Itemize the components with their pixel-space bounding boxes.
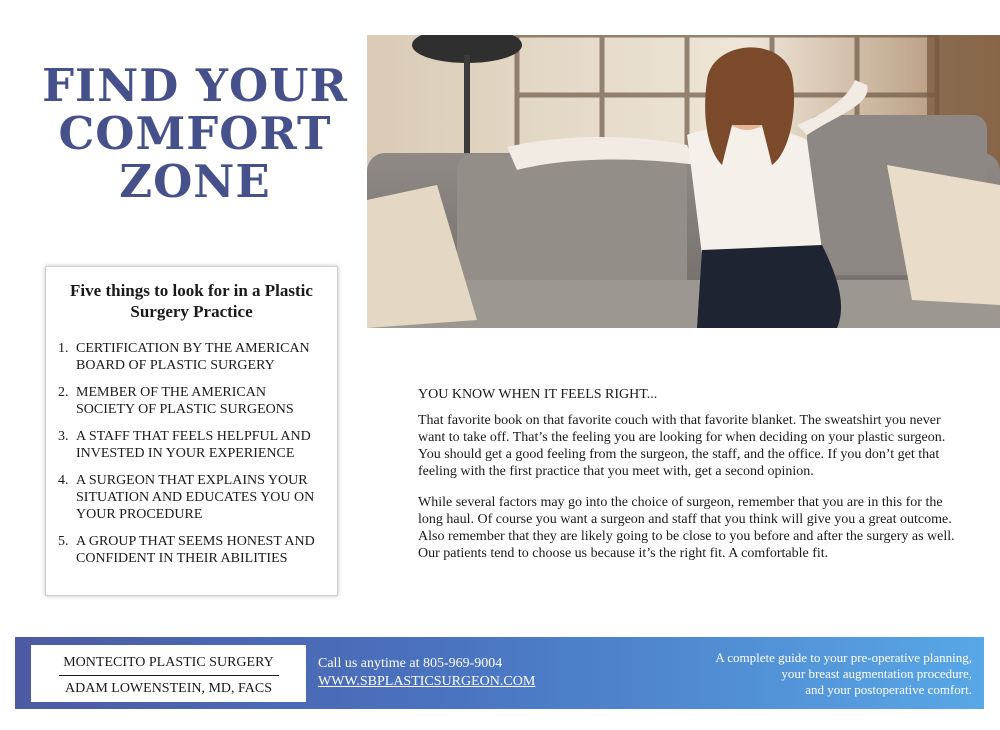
list-item (58, 472, 327, 523)
headline-line-2: COMFORT (58, 107, 332, 160)
tagline-line-1: A complete guide to your pre-operative planning, (715, 650, 972, 665)
practice-name: MONTECITO PLASTIC SURGERY (63, 655, 274, 670)
list-item-text: MEMBER OF THE AMERICAN SOCIETY OF PLASTIC SURGEONS (76, 385, 294, 417)
tagline (715, 650, 972, 698)
article-lead: YOU KNOW WHEN IT FEELS RIGHT... (418, 387, 658, 402)
article (418, 386, 963, 576)
checklist-title: Five things to look for in a Plastic Surgery Practice (70, 281, 313, 321)
list-item-number: 3. (58, 429, 69, 444)
call-text: Call us anytime at 805-969-9004 (318, 656, 503, 671)
footer-banner (15, 637, 984, 709)
checklist-list (46, 340, 337, 567)
list-item-text: A SURGEON THAT EXPLAINS YOUR SITUATION AND EDUCATES YOU ON YOUR PROCEDURE (76, 473, 315, 522)
list-item-text: A GROUP THAT SEEMS HONEST AND CONFIDENT IN THEIR ABILITIES (76, 534, 315, 566)
article-paragraph-1: That favorite book on that favorite couch with that favorite blanket. The sweatshirt you never want to take off. That’s the feeling you are looking for when deciding on your plastic surgeon. You should get a good feeling from the surgeon, the staff, and the office. If you don’t get that feeling with the first practice that you meet with, get a second opinion. (418, 413, 946, 479)
list-item-text: A STAFF THAT FEELS HELPFUL AND INVESTED IN YOUR EXPERIENCE (76, 429, 311, 461)
list-item-text: CERTIFICATION BY THE AMERICAN BOARD OF PLASTIC SURGERY (76, 341, 310, 373)
website-link[interactable]: WWW.SBPLASTICSURGEON.COM (318, 674, 536, 689)
headline (40, 59, 350, 208)
list-item-number: 1. (58, 341, 69, 356)
practice-logo (31, 645, 306, 702)
list-item (58, 428, 327, 462)
hero-photo-illustration (367, 35, 1000, 328)
tagline-line-2: your breast augmentation procedure, (781, 666, 972, 681)
article-paragraph-2: While several factors may go into the choice of surgeon, remember that you are in this for the long haul. Of course you want a surgeon and staff that you think will give you a great outcome. Also remember that they are likely going to be close to you before and after the surgery as well. Our patients tend to choose us because it’s the right fit. A comfortable fit. (418, 495, 955, 561)
logo-divider (59, 675, 279, 676)
headline-line-3: ZONE (119, 155, 271, 208)
list-item (58, 533, 327, 567)
contact-info (318, 655, 535, 691)
list-item-number: 4. (58, 473, 69, 488)
headline-line-1: FIND YOUR (42, 59, 348, 112)
list-item-number: 2. (58, 385, 69, 400)
tagline-line-3: and your postoperative comfort. (805, 682, 972, 697)
list-item (58, 340, 327, 374)
list-item-number: 5. (58, 534, 69, 549)
checklist-card (45, 266, 338, 596)
woman-on-sofa-photo (367, 35, 1000, 328)
doctor-name: ADAM LOWENSTEIN, MD, FACS (64, 681, 273, 696)
list-item (58, 384, 327, 418)
